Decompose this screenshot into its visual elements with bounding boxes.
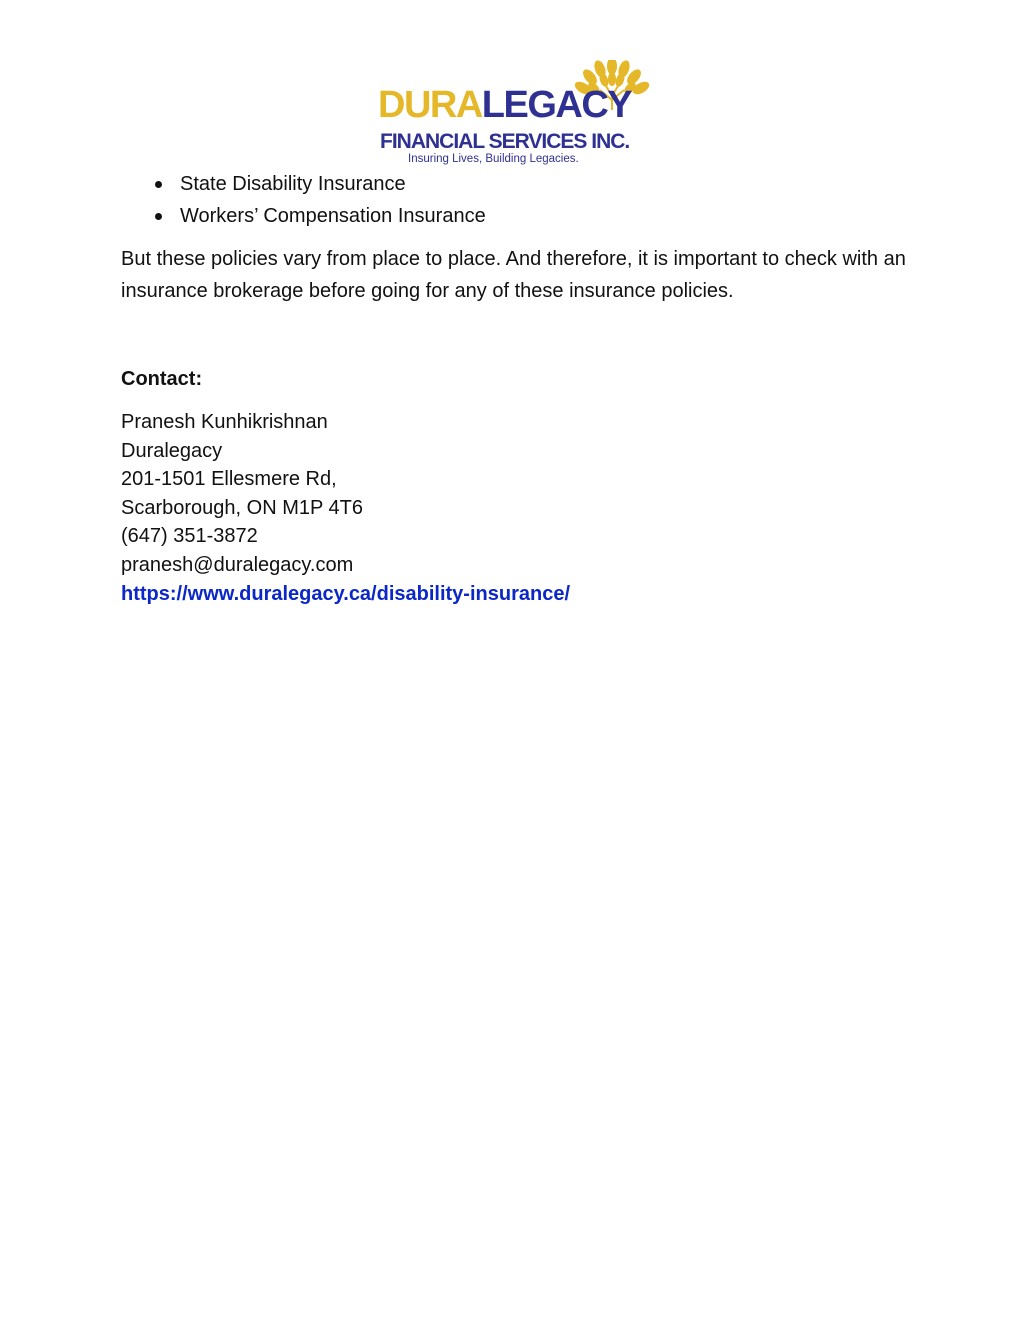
contact-name: Pranesh Kunhikrishnan: [121, 411, 328, 433]
contact-details: [121, 408, 570, 608]
website-link[interactable]: https://www.duralegacy.ca/disability-insurance/: [121, 582, 571, 605]
list-item-text: State Disability Insurance: [180, 173, 406, 195]
contact-address-line1: 201-1501 Ellesmere Rd,: [121, 468, 337, 491]
body-paragraph: But these policies vary from place to place. And therefore, it is important to check with an insurance brokerage before going for any of these insurance policies.: [121, 248, 906, 302]
logo-wordmark-legacy: LEGACY: [481, 84, 632, 126]
list-item-text: Workers’ Compensation Insurance: [180, 205, 486, 227]
logo-wordmark-dura: DURA: [378, 84, 482, 126]
bullet-icon: [155, 213, 162, 220]
contact-email: pranesh@duralegacy.com: [121, 553, 354, 576]
contact-heading: Contact:: [121, 368, 203, 390]
contact-address-line2: Scarborough, ON M1P 4T6: [121, 496, 363, 519]
list-item: [152, 200, 486, 232]
list-item: [152, 168, 486, 200]
logo-tagline: Insuring Lives, Building Legacies.: [408, 153, 579, 165]
svg-text:DURALEGACY: [378, 84, 632, 126]
insurance-type-list: [152, 168, 486, 232]
contact-phone: (647) 351-3872: [121, 525, 258, 548]
company-logo: [378, 60, 650, 166]
logo-company-line: FINANCIAL SERVICES INC.: [380, 130, 630, 153]
duralegacy-logo-graphic: [378, 60, 650, 166]
bullet-icon: [155, 181, 162, 188]
contact-company: Duralegacy: [121, 439, 223, 462]
